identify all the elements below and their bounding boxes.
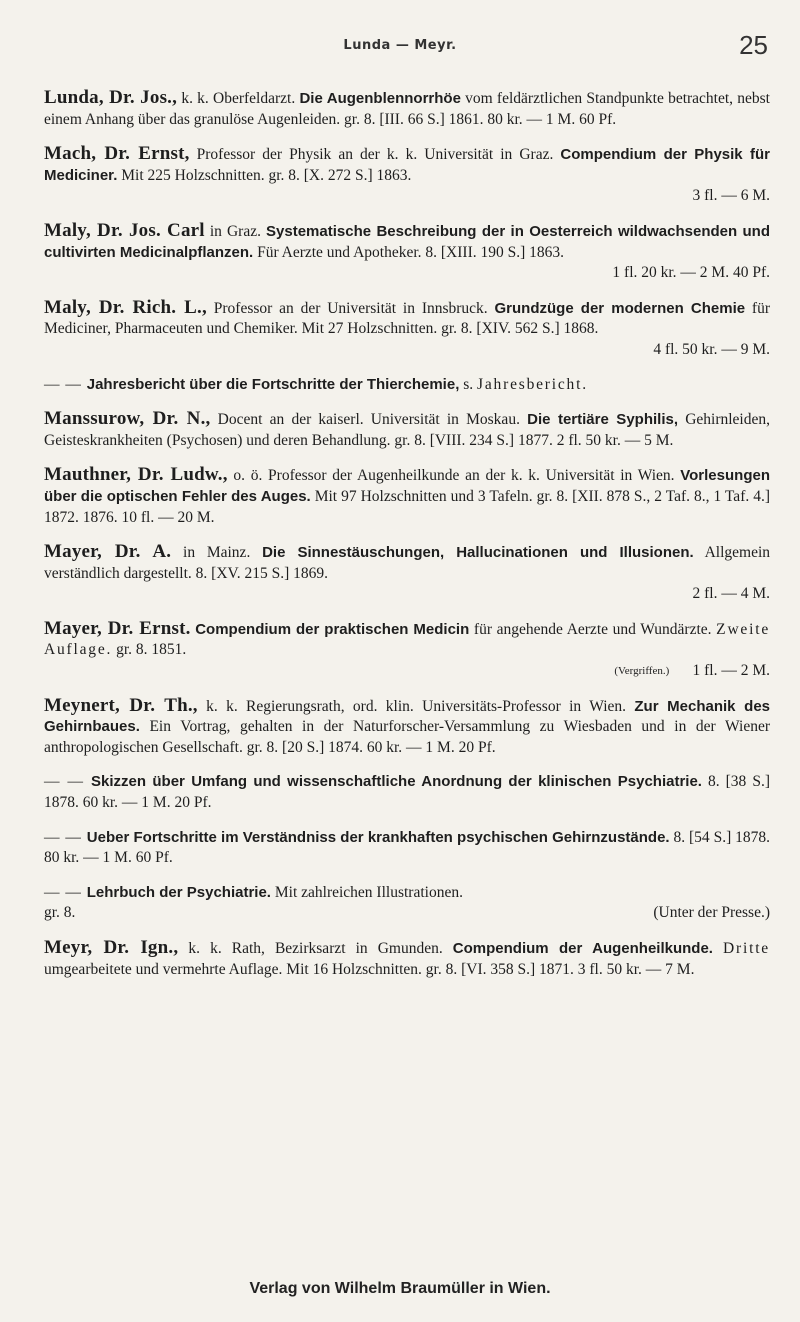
catalog-entry [44,696,770,759]
entry-title: Skizzen über Umfang und wissenschaftliche Anordnung der klinischen Psychiatrie. [91,773,702,791]
entry-title: Lehrbuch der Psychiatrie. [86,883,271,901]
availability-note: (Unter der Presse.) [653,904,770,922]
entry-title: Die Sinnestäuschungen, Hallucinationen und Illusionen. [262,544,694,562]
entry-title: Systematische Beschreibung der in Oesterreich wildwachsenden und cultivirten Medicinalpflanzen. [44,222,770,261]
catalog-entries [44,88,770,994]
ditto-dash: — — [44,773,92,791]
entry-description: k. k. Oberfeldarzt. [177,90,300,107]
catalog-entry [44,883,770,924]
entry-details-continued: gr. 8. 1851. [112,641,187,659]
catalog-entry [44,221,770,284]
ditto-dash: — — [44,375,87,393]
entry-title: Die Augenblennorrhöe [299,90,461,107]
entry-title: Die tertiäre Syphilis, [527,411,678,429]
entry-details: für angehende Aerzte und Wundärzte. [469,620,717,638]
entry-details: 8. [54 S.] 1878. 80 kr. — 1 M. 60 Pf. [44,828,771,867]
entry-price: 1 fl. — 2 M. [692,662,770,680]
entry-price: 4 fl. 50 kr. — 9 M. [653,340,770,358]
catalog-entry [44,88,770,130]
entry-details: Gehirnleiden, Geisteskrankheiten (Psychosen) und deren Behandlung. gr. 8. [VIII. 234 S.] 1877. 2 fl. 50 kr. — 5 M. [44,411,770,449]
entry-details-continued: umgearbeitete und vermehrte Auflage. Mit 16 Holzschnitten. gr. 8. [VI. 358 S.] 1871. 3 fl. 50 kr. — 7 M. [44,960,695,978]
see-prefix: s. [463,375,478,393]
publisher-footer: Verlag von Wilhelm Braumüller in Wien. [249,1280,551,1297]
entry-description: Professor an der Universität in Innsbruck. [206,299,495,317]
entry-description: o. ö. Professor der Augenheilkunde an der k. k. Universität in Wien. [227,467,681,485]
entry-details: Allgemein verständlich dargestellt. 8. [XV. 215 S.] 1869. [44,544,771,582]
catalog-entry [44,938,770,980]
ditto-dash: — — [44,828,87,846]
catalog-entry [44,772,770,813]
entry-title: Vorlesungen über die optischen Fehler des Auges. [44,467,770,505]
entry-details [713,940,723,957]
ditto-dash: — — [44,883,87,901]
entry-details: für Mediciner, Pharmaceuten und Chemiker. Mit 27 Holzschnitten. gr. 8. [XIV. 562 S.] 1868. [44,299,770,338]
entry-description: Docent an der kaiserl. Universität in Moskau. [210,411,528,429]
catalog-entry [44,144,770,207]
entry-description: in Graz. [204,222,267,240]
page-header [0,30,800,64]
entry-author: Meyr, Dr. Ign., [44,937,179,958]
entry-description: in Mainz. [171,544,263,562]
entry-details: vom feldärztlichen Standpunkte betrachtet, nebst einem Anhang über das granulöse Augenleiden. gr. 8. [III. 66 S.] 1861. 80 kr. — 1 M. 60 Pf. [44,90,770,128]
entry-author: Mayer, Dr. A. [44,541,172,563]
edition-label: Dritte [723,940,770,957]
entry-author: Mayer, Dr. Ernst. [44,617,191,639]
entry-title: Jahresbericht über die Fortschritte der Thierchemie, [86,375,460,393]
availability-note: (Vergriffen.) [614,665,670,678]
entry-price: 1 fl. 20 kr. — 2 M. 40 Pf. [612,264,770,282]
catalog-entry [44,409,770,451]
entry-author: Mauthner, Dr. Ludw., [44,464,228,486]
entry-title: Ueber Fortschritte im Verständniss der krankhaften psychischen Gehirnzustände. [86,828,670,846]
entry-details: Ein Vortrag, gehalten in der Naturforscher-Versammlung zu Wiesbaden und in der Wiener anthropologischen Gesellschaft. gr. 8. [20 S.] 1874. 60 kr. — 1 M. 20 Pf. [44,718,770,756]
entry-author: Mach, Dr. Ernst, [44,143,190,165]
catalog-entry [44,619,770,682]
see-reference: Jahresbericht. [477,375,588,393]
catalog-entry [44,298,770,361]
entry-description: k. k. Regierungsrath, ord. klin. Universitäts-Professor in Wien. [197,697,635,715]
entry-description: k. k. Rath, Bezirksarzt in Gmunden. [178,940,453,957]
entry-author: Maly, Dr. Jos. Carl [44,219,205,241]
catalog-entry [44,465,770,528]
entry-author: Lunda, Dr. Jos., [44,87,178,108]
entry-title: Grundzüge der modernen Chemie [494,299,746,317]
entry-price: 3 fl. — 6 M. [692,187,770,205]
entry-details: Mit 97 Holzschnitten und 3 Tafeln. gr. 8. [XII. 878 S., 2 Taf. 8., 1 Taf. 4.] 1872. 1876. 10 fl. — 20 M. [44,487,770,526]
entry-details: Mit 225 Holzschnitten. gr. 8. [X. 272 S.] 1863. [117,166,412,184]
entry-author: Maly, Dr. Rich. L., [44,296,207,318]
running-head: Lunda — Meyr. [343,38,457,53]
entry-details: 8. [38 S.] 1878. 60 kr. — 1 M. 20 Pf. [44,773,770,812]
entry-details: Für Aerzte und Apotheker. 8. [XIII. 190 S.] 1863. [253,243,565,261]
catalog-entry [44,828,770,869]
entry-title: Compendium der praktischen Medicin [195,620,470,638]
entry-details: Mit zahlreichen Illustrationen. [270,883,463,901]
entry-title: Zur Mechanik des Gehirnbaues. [44,697,771,736]
page-number: 25 [739,30,768,60]
catalog-entry [44,375,770,396]
entry-title: Compendium der Physik für Mediciner. [44,146,770,184]
entry-title: Compendium der Augenheilkunde. [452,940,713,957]
entry-format: gr. 8. [44,904,76,922]
entry-price: 2 fl. — 4 M. [692,585,770,603]
edition-label: Zweite Auflage. [44,620,771,659]
catalog-entry [44,542,770,605]
entry-description: Professor der Physik an der k. k. Universität in Graz. [189,146,561,164]
entry-author: Manssurow, Dr. N., [44,408,211,430]
entry-author: Meynert, Dr. Th., [44,694,198,716]
